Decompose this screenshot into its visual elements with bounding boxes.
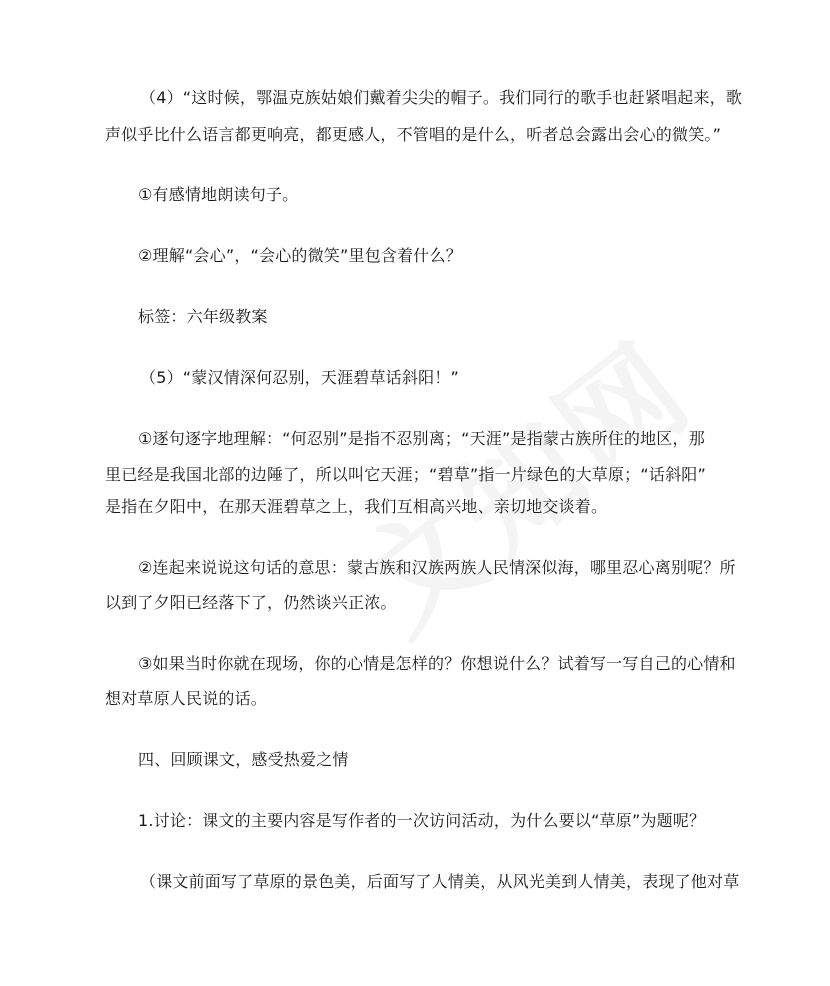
paragraph-4-line-1: （4）“这时候，鄂温克族姑娘们戴着尖尖的帽子。我们同行的歌手也赶紧唱起来，歌 [140,88,743,107]
tag-label: 标签：六年级教案 [138,307,268,326]
paragraph-discussion: 1.讨论：课文的主要内容是写作者的一次访问活动，为什么要以“草原”为题呢？ [138,811,706,830]
paragraph-meaning-line-2: 以到了夕阳已经落下了，仍然谈兴正浓。 [105,593,397,612]
paragraph-imagine-line-1: ③如果当时你就在现场，你的心情是怎样的？你想说什么？试着写一写自己的心情和 [138,654,736,673]
paragraph-read-aloud: ①有感情地朗读句子。 [138,185,299,204]
section-heading-review: 四、回顾课文，感受热爱之情 [138,750,349,769]
paragraph-explain-line-2: 里已经是我国北部的边陲了，所以叫它天涯；“碧草”指一片绿色的大草原；“话斜阳” [105,465,706,484]
paragraph-explain-line-1: ①逐句逐字地理解：“何忍别”是指不忍别离；“天涯”是指蒙古族所住的地区，那 [138,429,705,448]
paragraph-meaning-line-1: ②连起来说说这句话的意思：蒙古族和汉族两族人民情深似海，哪里忍心离别呢？所 [138,558,736,577]
paragraph-4-line-2: 声似乎比什么语言都更响亮，都更感人，不管唱的是什么，听者总会露出会心的微笑。” [105,125,722,144]
paragraph-5-heading: （5）“蒙汉情深何忍别，天涯碧草话斜阳！” [140,368,459,387]
paragraph-understand-huixin: ②理解“会心”，“会心的微笑”里包含着什么？ [138,246,462,265]
paragraph-explain-line-3: 是指在夕阳中，在那天涯碧草之上，我们互相高兴地、亲切地交谈着。 [105,497,608,516]
paragraph-imagine-line-2: 想对草原人民说的话。 [105,689,268,708]
paragraph-answer: （课文前面写了草原的景色美，后面写了人情美，从风光美到人情美，表现了他对草 [140,872,740,891]
